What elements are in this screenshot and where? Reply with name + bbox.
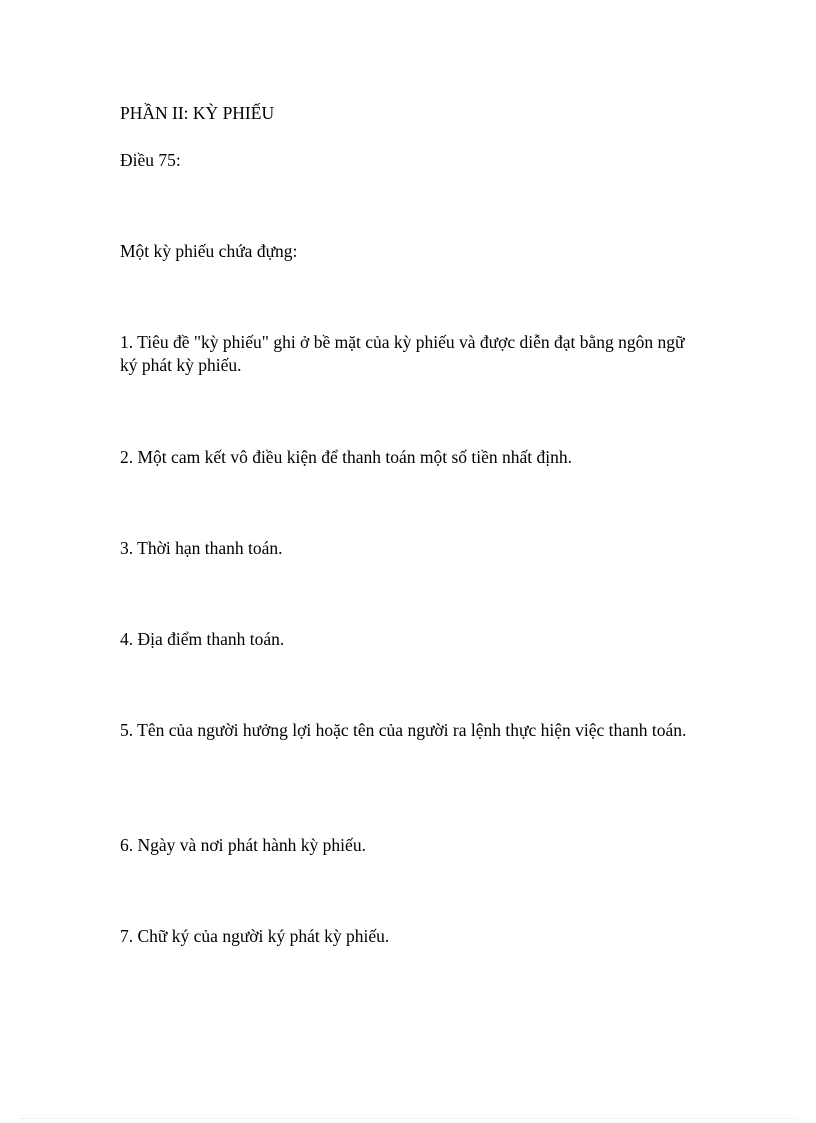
list-item: 2. Một cam kết vô điều kiện để thanh toán một số tiền nhất định. (120, 447, 573, 467)
list-item: 6. Ngày và nơi phát hành kỳ phiếu. (120, 835, 366, 855)
list-item: 7. Chữ ký của người ký phát kỳ phiếu. (120, 926, 390, 946)
list-item: 4. Địa điểm thanh toán. (120, 629, 285, 649)
intro-text: Một kỳ phiếu chứa đựng: (120, 241, 298, 261)
section-title: PHẦN II: KỲ PHIẾU (120, 103, 275, 123)
article-title: Điều 75: (120, 150, 181, 170)
list-item: 3. Thời hạn thanh toán. (120, 538, 283, 558)
list-item: 5. Tên của người hưởng lợi hoặc tên của người ra lệnh thực hiện việc thanh toán. (120, 720, 687, 740)
list-item: 1. Tiêu đề "kỳ phiếu" ghi ở bề mặt của kỳ phiếu và được diễn đạt bằng ngôn ngữ ký phát kỳ phiếu. (120, 332, 685, 375)
page-bottom-divider (20, 1118, 796, 1119)
